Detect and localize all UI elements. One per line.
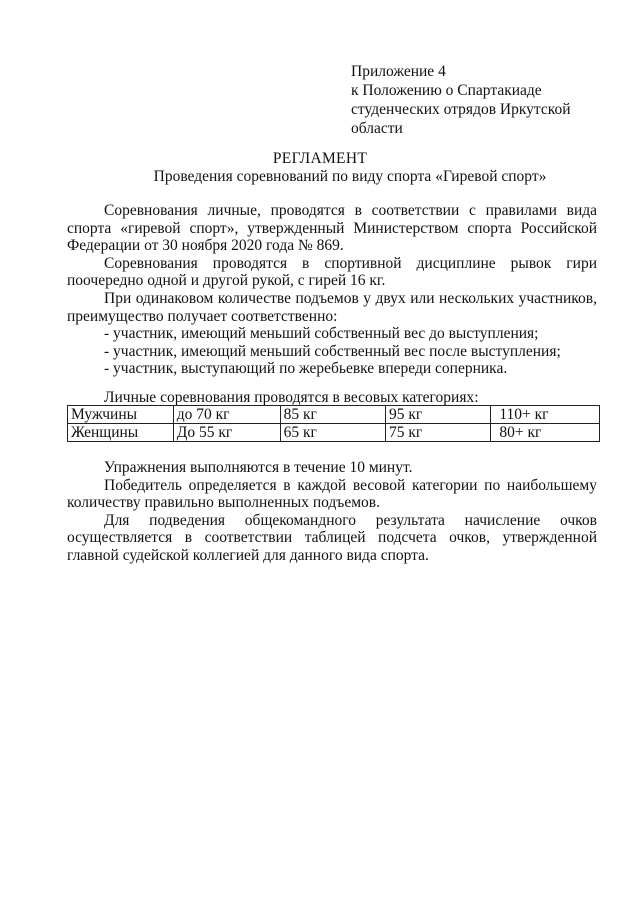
annex-line: к Положению о Спартакиаде <box>351 82 542 99</box>
document-title: РЕГЛАМЕНТ <box>272 150 368 167</box>
annex-line: области <box>351 120 403 137</box>
annex-header <box>351 62 571 138</box>
document-subtitle: Проведения соревнований по виду спорта «Гиревой спорт» <box>153 168 547 185</box>
table-cell: до 70 кг <box>173 406 280 424</box>
tiebreak-item: - участник, выступающий по жеребьевке впереди соперника. <box>104 360 508 378</box>
table-row <box>68 424 600 442</box>
rules-section <box>67 202 597 378</box>
paragraph-winner: Победитель определяется в каждой весовой категории по наибольшему количеству правильно выполненных подъемов. <box>67 476 597 512</box>
paragraph-team-result: Для подведения общекомандного результата начисление очков <box>104 511 597 529</box>
paragraph-discipline: Соревнования проводятся в спортивной дисциплине рывок гири поочередно одной и другой рукой, с гирей 16 кг. <box>67 254 597 290</box>
table-cell: 85 кг <box>280 406 385 424</box>
paragraph-duration: Упражнения выполняются в течение 10 минут. <box>104 459 413 476</box>
paragraph-team-result-cont: осуществляется в соответствии таблицей подсчета очков, утвержденной главной судейской коллегией для данного вида спорта. <box>67 529 597 564</box>
table-cell: 110+ кг <box>491 406 600 424</box>
table-cell: 80+ кг <box>491 424 600 442</box>
tiebreak-item: - участник, имеющий меньший собственный вес до выступления; <box>104 325 539 343</box>
closing-section <box>67 459 597 565</box>
table-cell: 95 кг <box>385 406 490 424</box>
table-row <box>68 406 600 424</box>
weights-intro: Личные соревнования проводятся в весовых категориях: <box>104 389 479 406</box>
table-cell: До 55 кг <box>173 424 280 442</box>
paragraph-rules: Соревнования личные, проводятся в соответствии с правилами вида спорта «гиревой спорт», утвержденный Министерством спорта Российской Федерации от 30 ноября 2020 года № 869. <box>67 202 597 255</box>
annex-line: студенческих отрядов Иркутской <box>351 101 571 118</box>
paragraph-tiebreak: При одинаковом количестве подъемов у двух или нескольких участников, преимущество получает соответственно: <box>67 289 597 325</box>
table-cell: 75 кг <box>385 424 490 442</box>
weight-categories-table <box>67 405 600 442</box>
table-cell: Мужчины <box>68 406 174 424</box>
annex-line: Приложение 4 <box>351 63 446 80</box>
table-cell: Женщины <box>68 424 174 442</box>
tiebreak-item: - участник, имеющий меньший собственный вес после выступления; <box>104 342 561 360</box>
table-cell: 65 кг <box>280 424 385 442</box>
